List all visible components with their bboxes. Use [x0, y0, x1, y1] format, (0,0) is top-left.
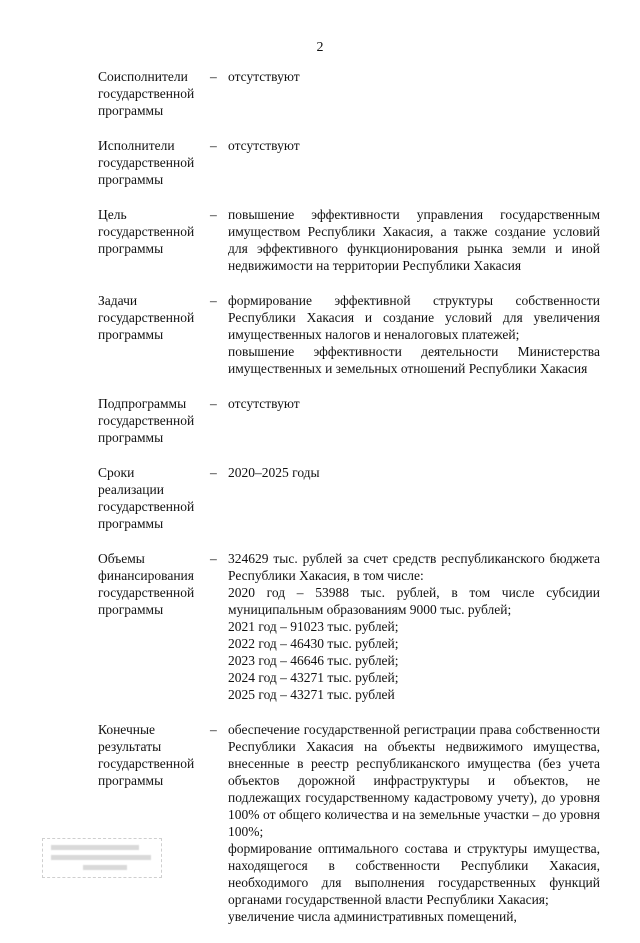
row-label: Цель государственной программы [98, 207, 195, 256]
row-body [228, 395, 600, 412]
row-paragraph: отсутствуют [228, 69, 300, 84]
row-paragraph: отсутствуют [228, 396, 300, 411]
row-body [228, 206, 600, 274]
row-body [228, 721, 600, 925]
row-dash: – [210, 69, 217, 84]
row-dash: – [210, 465, 217, 480]
passport-row [98, 137, 600, 188]
row-paragraph: 2020–2025 годы [228, 465, 320, 480]
row-paragraph: 2020 год – 53988 тыс. рублей, в том числе субсидии муниципальным образованиям 9000 тыс. рублей; [228, 585, 600, 617]
page-number: 2 [316, 40, 324, 55]
row-dash: – [210, 722, 217, 737]
passport-row [98, 292, 600, 377]
row-paragraph: повышение эффективности деятельности Министерства имущественных и земельных отношений Республики Хакасия [228, 344, 600, 376]
row-body [228, 550, 600, 703]
passport-row [98, 206, 600, 274]
row-dash: – [210, 138, 217, 153]
passport-row [98, 550, 600, 703]
row-paragraph: увеличение числа административных помещений, [228, 909, 517, 924]
row-body [228, 292, 600, 377]
row-label: Соисполнители государственной программы [98, 69, 195, 118]
row-paragraph: обеспечение государственной регистрации права собственности Республики Хакасия на объекты недвижимого имущества, внесенные в реестр республиканского имущества (без учета объектов дорожной инфраструктуры и объектов, не подлежащих государственному кадастровому учету), до уровня 100% от общего количества и на земельные участки – до уровня 100%; [228, 722, 600, 839]
row-body [228, 137, 600, 154]
row-paragraph: формирование оптимального состава и структуры имущества, находящегося в собственности Республики Хакасия, необходимого для выполнения государственных функций органами государственной власти Республики Хакасия; [228, 841, 600, 907]
row-paragraph: 2021 год – 91023 тыс. рублей; [228, 619, 399, 634]
program-passport-table [98, 68, 600, 943]
row-dash: – [210, 396, 217, 411]
row-paragraph: повышение эффективности управления государственным имуществом Республики Хакасия, а также создание условий для эффективного функционирования рынка земли и иной недвижимости на территории Республики Хакасия [228, 207, 600, 273]
row-paragraph: 2025 год – 43271 тыс. рублей [228, 687, 395, 702]
passport-row [98, 395, 600, 446]
row-label: Задачи государственной программы [98, 293, 195, 342]
row-paragraph: 2024 год – 43271 тыс. рублей; [228, 670, 399, 685]
row-paragraph: формирование эффективной структуры собственности Республики Хакасия и создание условий для увеличения имущественных налогов и неналоговых платежей; [228, 293, 600, 342]
row-paragraph: отсутствуют [228, 138, 300, 153]
passport-row [98, 68, 600, 119]
row-paragraph: 2023 год – 46646 тыс. рублей; [228, 653, 399, 668]
row-body [228, 464, 600, 481]
row-dash: – [210, 551, 217, 566]
row-label: Сроки реализации государственной программы [98, 465, 195, 531]
row-paragraph: 324629 тыс. рублей за счет средств республиканского бюджета Республики Хакасия, в том числе: [228, 551, 600, 583]
row-label: Подпрограммы государственной программы [98, 396, 195, 445]
passport-row [98, 464, 600, 532]
row-dash: – [210, 293, 217, 308]
row-paragraph: 2022 год – 46430 тыс. рублей; [228, 636, 399, 651]
row-label: Конечные результаты государственной программы [98, 722, 195, 788]
row-dash: – [210, 207, 217, 222]
row-body [228, 68, 600, 85]
passport-row [98, 721, 600, 925]
row-label: Исполнители государственной программы [98, 138, 195, 187]
row-label: Объемы финансирования государственной программы [98, 551, 195, 617]
stamp-mark [42, 838, 162, 878]
